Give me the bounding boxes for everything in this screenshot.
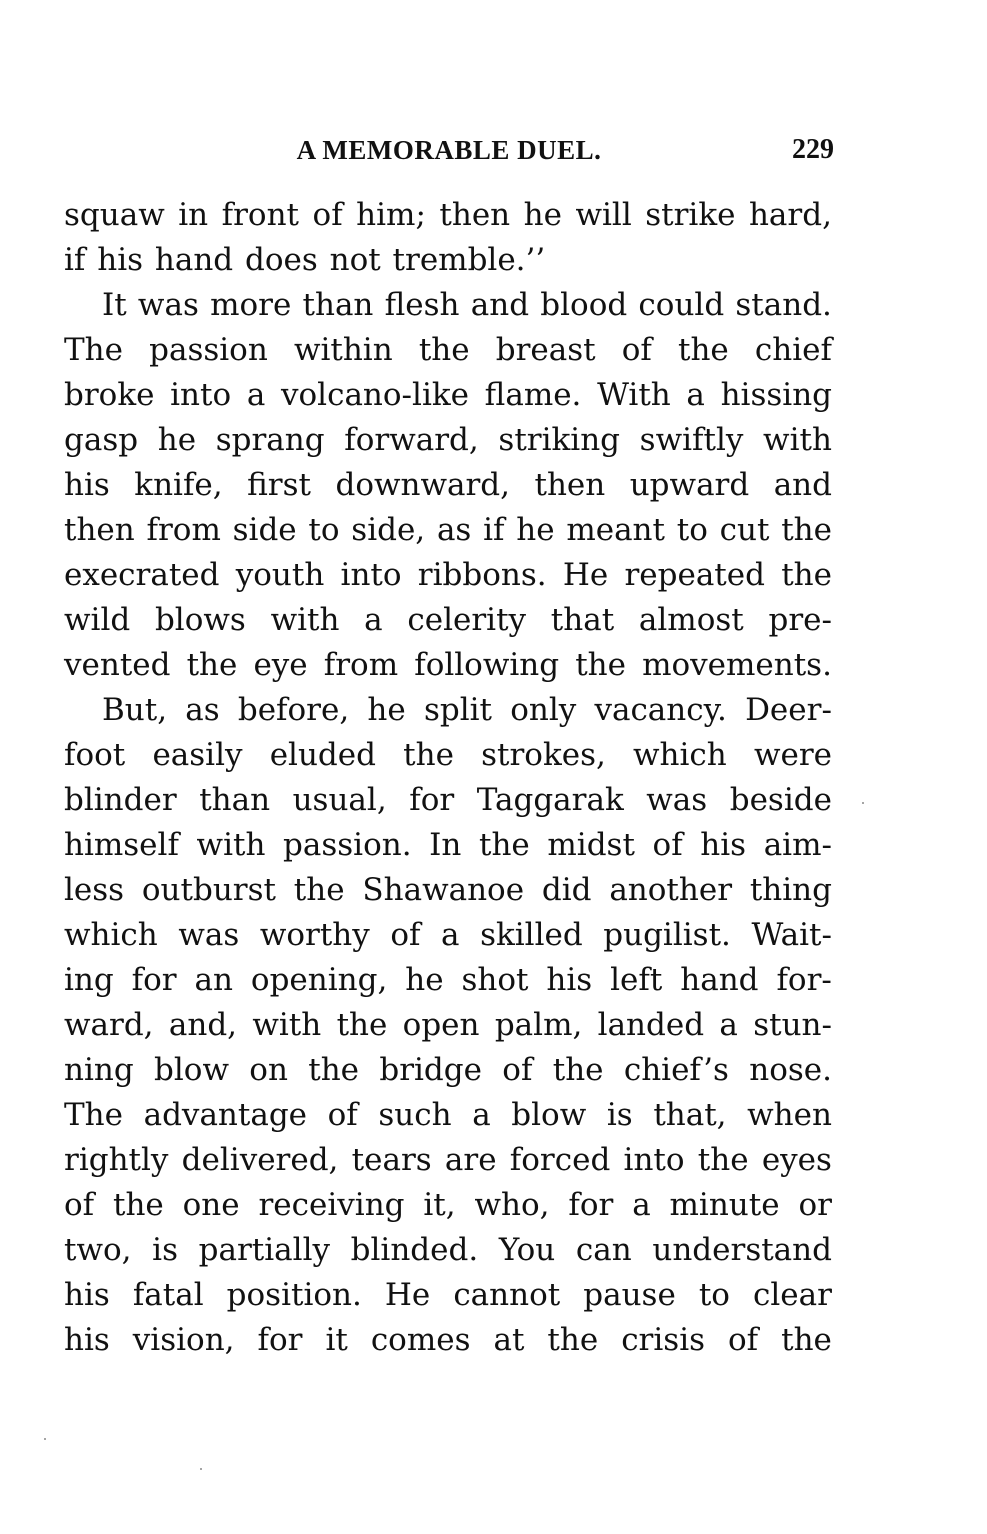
page-number: 229: [792, 134, 834, 165]
running-head: [64, 130, 834, 170]
text-line: execrated youth into ribbons. He repeated the: [64, 557, 832, 593]
text-line: his fatal position. He cannot pause to clear: [64, 1277, 832, 1313]
text-line: his knife, first downward, then upward and: [64, 467, 832, 503]
text-line: wild blows with a celerity that almost pre-: [64, 602, 832, 638]
text-line: if his hand does not tremble.’’: [64, 242, 546, 278]
text-line: The passion within the breast of the chief: [64, 332, 832, 368]
running-title: A MEMORABLE DUEL.: [296, 135, 602, 165]
text-line: his vision, for it comes at the crisis of the: [64, 1322, 832, 1358]
text-line: blinder than usual, for Taggarak was beside: [64, 782, 832, 818]
text-line: ward, and, with the open palm, landed a stun-: [64, 1007, 832, 1043]
text-line: of the one receiving it, who, for a minute or: [64, 1187, 832, 1223]
text-line: squaw in front of him; then he will strike hard,: [64, 197, 832, 233]
body-text: [64, 193, 832, 1363]
text-line: ning blow on the bridge of the chief’s nose.: [64, 1052, 832, 1088]
text-line: rightly delivered, tears are forced into the eyes: [64, 1142, 832, 1178]
text-line: It was more than flesh and blood could stand.: [102, 287, 832, 323]
text-line: foot easily eluded the strokes, which were: [64, 737, 832, 773]
text-line: himself with passion. In the midst of his aim-: [64, 827, 832, 863]
text-line: then from side to side, as if he meant to cut the: [64, 512, 832, 548]
text-line: But, as before, he split only vacancy. Deer-: [102, 692, 832, 728]
text-line: broke into a volcano-like flame. With a hissing: [64, 377, 832, 413]
text-line: less outburst the Shawanoe did another thing: [64, 872, 832, 908]
paper-speck: [44, 1438, 46, 1440]
text-line: which was worthy of a skilled pugilist. Wait-: [64, 917, 832, 953]
text-line: gasp he sprang forward, striking swiftly with: [64, 422, 832, 458]
text-line: ing for an opening, he shot his left hand for-: [64, 962, 832, 998]
text-line: The advantage of such a blow is that, when: [64, 1097, 832, 1133]
paper-speck: [200, 1468, 202, 1470]
text-line: two, is partially blinded. You can understand: [64, 1232, 832, 1268]
paper-speck: [862, 802, 864, 804]
text-line: vented the eye from following the movements.: [64, 647, 832, 683]
